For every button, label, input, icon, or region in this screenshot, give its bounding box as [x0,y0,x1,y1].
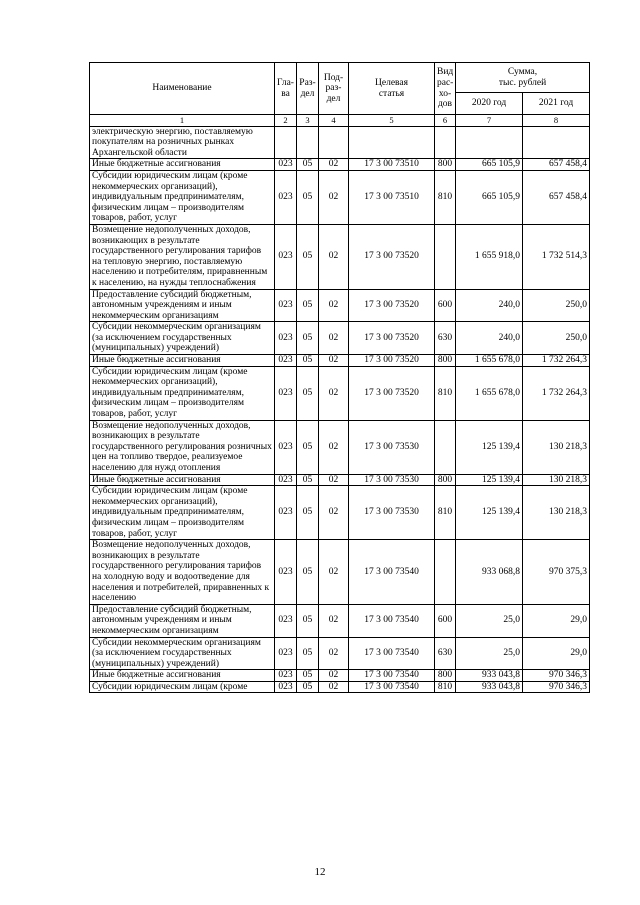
razdel-cell: 05 [297,224,319,289]
vid-rashodov-cell [435,126,456,159]
header-razdel: Раз- дел [297,63,319,115]
sum-2020-cell: 125 139,4 [456,474,523,486]
col-number: 8 [523,115,590,127]
sum-2021-cell [523,126,590,159]
vid-rashodov-cell: 800 [435,670,456,682]
vid-rashodov-cell: 810 [435,681,456,693]
sum-2021-cell: 130 218,3 [523,420,590,474]
header-podrazdel: Под- раз- дел [319,63,349,115]
col-number: 5 [349,115,435,127]
podrazdel-cell: 02 [319,366,349,420]
celevaya-statya-cell: 17 3 00 73540 [349,670,435,682]
row-name: Субсидии юридическим лицам (кроме некоммерческих организаций), индивидуальным предпринимателям, физическим лицам – производителям товаров, работ, услуг [90,366,275,420]
header-vid-rashodov: Вид рас- хо- дов [435,63,456,115]
row-name: Иные бюджетные ассигнования [90,474,275,486]
header-year-2021: 2021 год [523,93,590,115]
sum-2020-cell: 665 105,9 [456,159,523,171]
celevaya-statya-cell: 17 3 00 73510 [349,159,435,171]
sum-2021-cell: 250,0 [523,322,590,355]
sum-2020-cell: 240,0 [456,322,523,355]
podrazdel-cell: 02 [319,289,349,322]
row-name: Возмещение недополученных доходов, возникающих в результате государственного регулирования тарифов на холодную воду и водоотведение для населения и потребителей, приравненных к населению [90,540,275,605]
header-name: Наименование [90,63,275,115]
razdel-cell: 05 [297,355,319,367]
glava-cell: 023 [275,355,297,367]
celevaya-statya-cell: 17 3 00 73530 [349,420,435,474]
row-name: электрическую энергию, поставляемую покупателям на розничных рынках Архангельской области [90,126,275,159]
celevaya-statya-cell: 17 3 00 73540 [349,681,435,693]
podrazdel-cell: 02 [319,670,349,682]
table-row [90,604,590,637]
table-row [90,670,590,682]
sum-2021-cell: 657 458,4 [523,159,590,171]
podrazdel-cell: 02 [319,355,349,367]
row-name: Предоставление субсидий бюджетным, автономным учреждениям и иным некоммерческим организациям [90,289,275,322]
celevaya-statya-cell: 17 3 00 73530 [349,486,435,540]
table-row [90,540,590,605]
celevaya-statya-cell [349,126,435,159]
header-glava: Гла- ва [275,63,297,115]
table-row [90,681,590,693]
podrazdel-cell: 02 [319,681,349,693]
podrazdel-cell: 02 [319,486,349,540]
vid-rashodov-cell: 800 [435,159,456,171]
vid-rashodov-cell [435,540,456,605]
sum-2021-cell: 970 346,3 [523,681,590,693]
podrazdel-cell: 02 [319,224,349,289]
table-row [90,366,590,420]
glava-cell: 023 [275,420,297,474]
sum-2020-cell: 933 068,8 [456,540,523,605]
razdel-cell: 05 [297,637,319,670]
glava-cell: 023 [275,170,297,224]
table-row [90,126,590,159]
celevaya-statya-cell: 17 3 00 73520 [349,355,435,367]
sum-2020-cell: 1 655 678,0 [456,355,523,367]
glava-cell: 023 [275,681,297,693]
sum-2021-cell: 657 458,4 [523,170,590,224]
glava-cell: 023 [275,159,297,171]
glava-cell: 023 [275,322,297,355]
glava-cell: 023 [275,486,297,540]
header-summa: Сумма, тыс. рублей [456,63,590,93]
col-number: 1 [90,115,275,127]
row-name: Иные бюджетные ассигнования [90,355,275,367]
table-row [90,224,590,289]
razdel-cell: 05 [297,289,319,322]
row-name: Иные бюджетные ассигнования [90,159,275,171]
sum-2020-cell: 1 655 678,0 [456,366,523,420]
table-row [90,474,590,486]
glava-cell: 023 [275,224,297,289]
glava-cell: 023 [275,366,297,420]
table-row [90,420,590,474]
row-name: Возмещение недополученных доходов, возникающих в результате государственного регулирования розничных цен на топливо твердое, реализуемое населению для нужд отопления [90,420,275,474]
glava-cell: 023 [275,670,297,682]
sum-2020-cell: 933 043,8 [456,670,523,682]
col-number: 6 [435,115,456,127]
razdel-cell [297,126,319,159]
sum-2021-cell: 130 218,3 [523,486,590,540]
row-name: Субсидии юридическим лицам (кроме [90,681,275,693]
podrazdel-cell: 02 [319,170,349,224]
row-name: Субсидии некоммерческим организациям (за исключением государственных (муниципальных) учреждений) [90,322,275,355]
sum-2020-cell: 665 105,9 [456,170,523,224]
glava-cell [275,126,297,159]
sum-2021-cell: 29,0 [523,637,590,670]
row-name: Иные бюджетные ассигнования [90,670,275,682]
table-row [90,159,590,171]
sum-2021-cell: 1 732 264,3 [523,355,590,367]
podrazdel-cell: 02 [319,474,349,486]
sum-2021-cell: 250,0 [523,289,590,322]
razdel-cell: 05 [297,474,319,486]
razdel-cell: 05 [297,159,319,171]
sum-2020-cell: 240,0 [456,289,523,322]
celevaya-statya-cell: 17 3 00 73540 [349,540,435,605]
razdel-cell: 05 [297,604,319,637]
row-name: Субсидии некоммерческим организациям (за исключением государственных (муниципальных) учреждений) [90,637,275,670]
vid-rashodov-cell: 600 [435,289,456,322]
celevaya-statya-cell: 17 3 00 73510 [349,170,435,224]
sum-2021-cell: 970 346,3 [523,670,590,682]
razdel-cell: 05 [297,170,319,224]
celevaya-statya-cell: 17 3 00 73520 [349,366,435,420]
podrazdel-cell: 02 [319,540,349,605]
podrazdel-cell: 02 [319,159,349,171]
vid-rashodov-cell: 810 [435,366,456,420]
celevaya-statya-cell: 17 3 00 73520 [349,289,435,322]
row-name: Субсидии юридическим лицам (кроме некоммерческих организаций), индивидуальным предпринимателям, физическим лицам – производителям товаров, работ, услуг [90,170,275,224]
header-celevaya-statya: Целевая статья [349,63,435,115]
sum-2021-cell: 970 375,3 [523,540,590,605]
table-row [90,637,590,670]
razdel-cell: 05 [297,681,319,693]
row-name: Возмещение недополученных доходов, возникающих в результате государственного регулирования тарифов на тепловую энергию, поставляемую населению и потребителям, приравненным к населению, на нужды теплоснабжения [90,224,275,289]
sum-2020-cell [456,126,523,159]
col-number: 3 [297,115,319,127]
page-number: 12 [314,866,326,878]
razdel-cell: 05 [297,540,319,605]
celevaya-statya-cell: 17 3 00 73520 [349,322,435,355]
vid-rashodov-cell [435,420,456,474]
razdel-cell: 05 [297,322,319,355]
vid-rashodov-cell [435,224,456,289]
celevaya-statya-cell: 17 3 00 73520 [349,224,435,289]
row-name: Субсидии юридическим лицам (кроме некоммерческих организаций), индивидуальным предпринимателям, физическим лицам – производителям товаров, работ, услуг [90,486,275,540]
celevaya-statya-cell: 17 3 00 73530 [349,474,435,486]
podrazdel-cell: 02 [319,322,349,355]
podrazdel-cell [319,126,349,159]
sum-2020-cell: 1 655 918,0 [456,224,523,289]
razdel-cell: 05 [297,420,319,474]
podrazdel-cell: 02 [319,420,349,474]
podrazdel-cell: 02 [319,604,349,637]
sum-2021-cell: 1 732 514,3 [523,224,590,289]
sum-2021-cell: 1 732 264,3 [523,366,590,420]
glava-cell: 023 [275,474,297,486]
table-row [90,355,590,367]
razdel-cell: 05 [297,670,319,682]
budget-table [89,62,590,693]
glava-cell: 023 [275,289,297,322]
sum-2020-cell: 125 139,4 [456,486,523,540]
col-number: 4 [319,115,349,127]
table-row [90,170,590,224]
table-row [90,289,590,322]
vid-rashodov-cell: 800 [435,355,456,367]
sum-2020-cell: 25,0 [456,604,523,637]
header-year-2020: 2020 год [456,93,523,115]
podrazdel-cell: 02 [319,637,349,670]
vid-rashodov-cell: 630 [435,637,456,670]
table-row [90,486,590,540]
vid-rashodov-cell: 800 [435,474,456,486]
vid-rashodov-cell: 810 [435,170,456,224]
sum-2020-cell: 933 043,8 [456,681,523,693]
col-number: 2 [275,115,297,127]
celevaya-statya-cell: 17 3 00 73540 [349,637,435,670]
sum-2020-cell: 125 139,4 [456,420,523,474]
glava-cell: 023 [275,540,297,605]
celevaya-statya-cell: 17 3 00 73540 [349,604,435,637]
razdel-cell: 05 [297,366,319,420]
vid-rashodov-cell: 810 [435,486,456,540]
sum-2021-cell: 29,0 [523,604,590,637]
col-number: 7 [456,115,523,127]
vid-rashodov-cell: 630 [435,322,456,355]
vid-rashodov-cell: 600 [435,604,456,637]
sum-2020-cell: 25,0 [456,637,523,670]
glava-cell: 023 [275,637,297,670]
glava-cell: 023 [275,604,297,637]
row-name: Предоставление субсидий бюджетным, автономным учреждениям и иным некоммерческим организациям [90,604,275,637]
column-numbers-row [90,115,590,127]
razdel-cell: 05 [297,486,319,540]
sum-2021-cell: 130 218,3 [523,474,590,486]
table-row [90,322,590,355]
